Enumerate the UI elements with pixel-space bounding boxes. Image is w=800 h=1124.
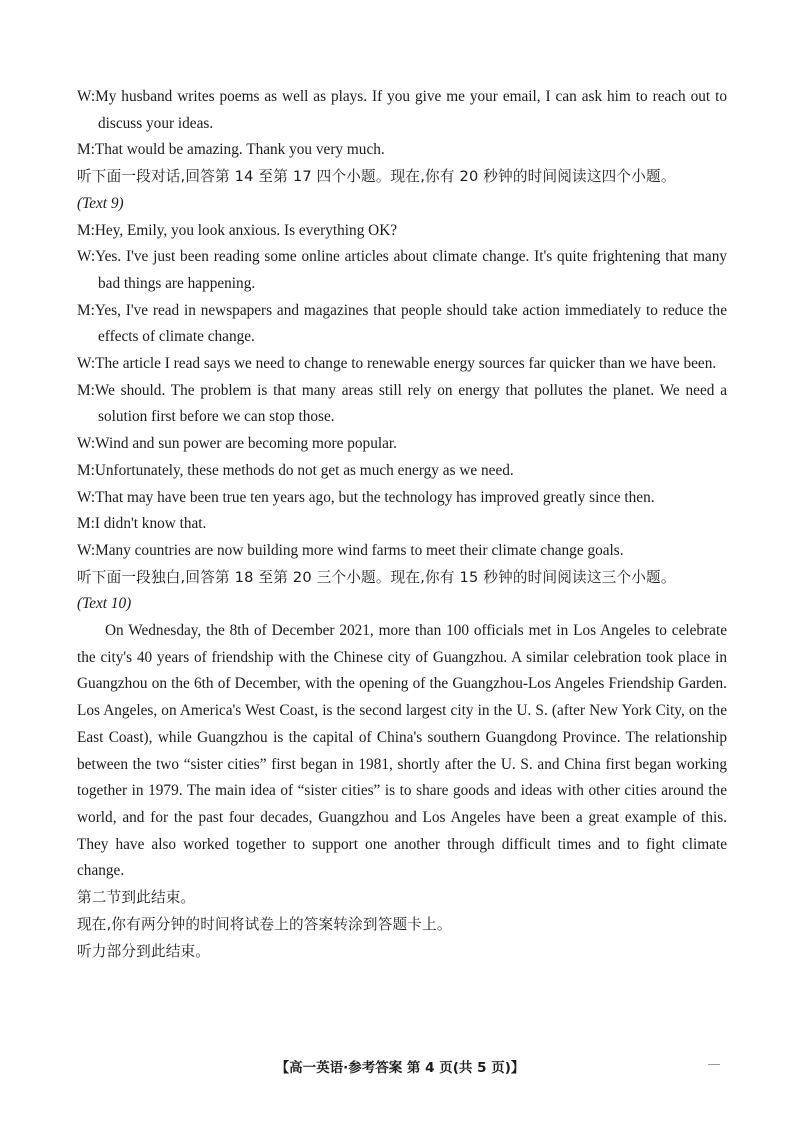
dialogue-text: W:That may have been true ten years ago, but the technology has improved greatly since <box>77 488 621 506</box>
dialogue-text: M:We should. The problem is that many areas still rely on energy that pollutes the planet. <box>77 381 655 399</box>
dialogue-text-continued: then. <box>624 488 655 506</box>
dialogue-line <box>77 351 727 378</box>
dialogue-text-continued: have been. <box>650 355 717 373</box>
dialogue-line <box>77 378 727 431</box>
instruction-text-9: 听下面一段对话,回答第 14 至第 17 四个小题。现在,你有 20 秒钟的时间阅读这四个小题。 <box>77 168 676 186</box>
dialogue-line <box>77 485 727 512</box>
text-10-label: (Text 10) <box>77 595 132 613</box>
dialogue-line: M:That would be amazing. Thank you very much. <box>77 141 385 159</box>
dialogue-text-continued: that many bad things are happening. <box>98 248 727 292</box>
dialogue-line: M:Unfortunately, these methods do not get as much energy as we need. <box>77 461 514 479</box>
dialogue-line <box>77 84 727 137</box>
monologue-paragraph: On Wednesday, the 8th of December 2021, more than 100 officials met in Los Angeles to celebrate the city's 40 years of friendship with the Chinese city of Guangzhou. A similar celebration took place in Guangzhou on the 6th of December, with the opening of the Guangzhou-Los Angeles Friendship Garden. Los Angeles, on America's West Coast, is the second largest city in the U. S. (after New York City, on the East Coast), while Guangzhou is the capital of China's southern Guangdong Province. The relationship between the two “sister cities” first began in 1981, shortly after the U. S. and China first began working together in 1979. The main idea of “sister cities” is to share goods and ideas with other cities around the world, and for the past four decades, Guangzhou and Los Angeles have been a great example of this. They have also worked together to support one another through difficult times and to fight climate change. <box>77 622 727 880</box>
dialogue-text: W:Yes. I've just been reading some online articles about climate change. It's quite frightening <box>77 248 661 266</box>
dialogue-line <box>77 244 727 297</box>
scan-mark <box>708 1064 720 1065</box>
dialogue-line: W:Wind and sun power are becoming more popular. <box>77 435 397 453</box>
closing-line: 第二节到此结束。 <box>77 889 196 907</box>
dialogue-line: M:Hey, Emily, you look anxious. Is everything OK? <box>77 221 398 239</box>
dialogue-line: M:I didn't know that. <box>77 515 207 533</box>
closing-line: 听力部分到此结束。 <box>77 942 211 960</box>
dialogue-line: W:Many countries are now building more wind farms to meet their climate change goals. <box>77 541 624 559</box>
closing-line: 现在,你有两分钟的时间将试卷上的答案转涂到答题卡上。 <box>77 915 452 933</box>
dialogue-text-continued: We need a solution first before we can stop those. <box>98 381 727 426</box>
dialogue-text: W:The article I read says we need to change to renewable energy sources far quicker than we <box>77 355 647 373</box>
dialogue-text-continued: reduce the effects of climate change. <box>98 301 727 346</box>
dialogue-text: W:My husband writes poems as well as plays. If you give me your email, I can ask him to <box>77 88 648 105</box>
dialogue-text: M:Yes, I've read in newspapers and magazines that people should take action immediately to <box>77 301 658 319</box>
page-footer: 【高一英语·参考答案 第 4 页(共 5 页)】 <box>275 1060 525 1076</box>
document-body <box>77 84 727 965</box>
instruction-text-10: 听下面一段独白,回答第 18 至第 20 三个小题。现在,你有 15 秒钟的时间阅读这三个小题。 <box>77 568 676 586</box>
dialogue-text-continued: reach out to discuss your ideas. <box>98 88 727 132</box>
text-9-label: (Text 9) <box>77 194 124 212</box>
dialogue-line <box>77 298 727 351</box>
